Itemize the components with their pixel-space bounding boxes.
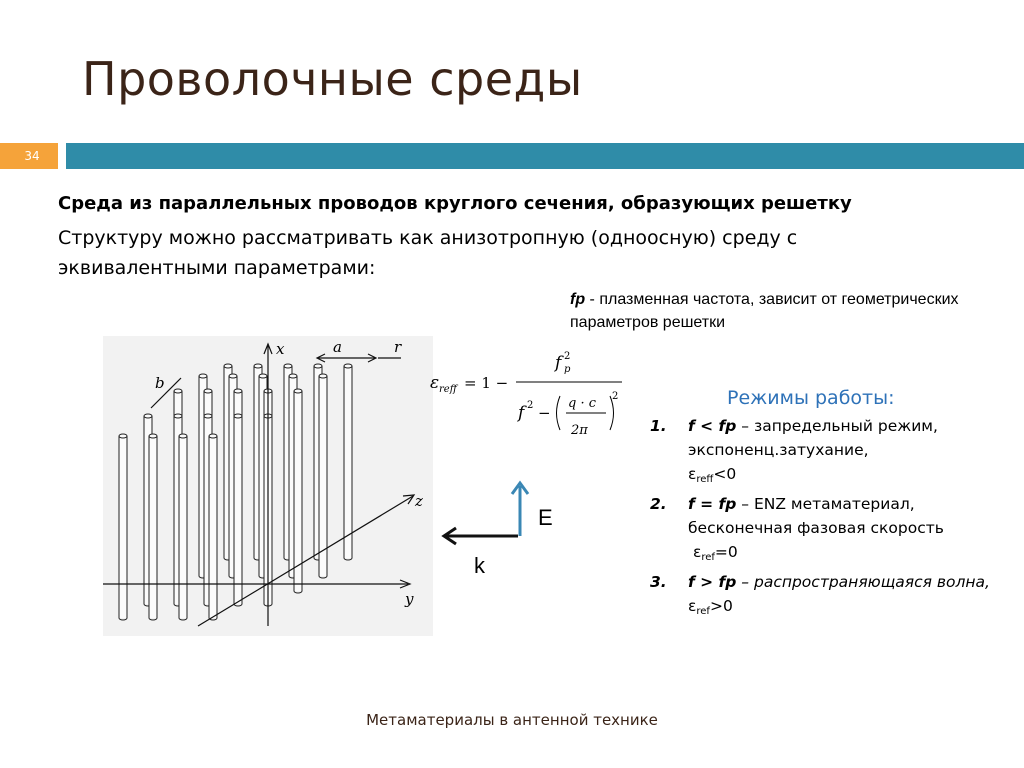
list-item xyxy=(650,570,1020,624)
slide-title: Проволочные среды xyxy=(82,52,583,106)
axis-z-label: z xyxy=(415,492,423,510)
label-b: b xyxy=(155,374,165,392)
formula-num-sub: p xyxy=(564,364,571,375)
formula-den-sup: 2 xyxy=(527,400,534,411)
wire-cylinder xyxy=(319,374,327,578)
wire-cylinder xyxy=(209,434,217,620)
formula-den-q: q · c xyxy=(568,396,596,411)
mode-condition: f > fp xyxy=(688,573,737,591)
axis-y-label: y xyxy=(405,590,414,608)
header-band xyxy=(66,143,1024,169)
label-r: r xyxy=(394,338,402,356)
mode-text: – распространяющаяся волна, xyxy=(736,573,990,591)
mode-text: – запредельный режим, экспоненц.затухание, xyxy=(688,417,938,459)
slide-number-badge xyxy=(0,143,58,169)
label-a: a xyxy=(333,338,342,356)
wire-cylinder xyxy=(149,434,157,620)
mode-eps-rel: =0 xyxy=(714,543,738,561)
mode-eps-sub: ref xyxy=(696,606,710,617)
e-vector-label: E xyxy=(538,505,553,530)
fp-note-text: - плазменная частота, зависит от геометрических параметров решетки xyxy=(570,291,959,331)
mode-eps: ε xyxy=(688,597,697,615)
modes-list xyxy=(650,414,1020,624)
formula-den-2pi: 2π xyxy=(571,423,588,438)
mode-number: 2. xyxy=(650,495,667,513)
wire-cylinder xyxy=(344,364,352,560)
wire-cylinder xyxy=(119,434,127,620)
mode-eps-rel: >0 xyxy=(709,597,733,615)
formula-den-f: f xyxy=(518,403,525,423)
list-item xyxy=(650,414,1020,492)
wire-medium-figure xyxy=(103,336,433,636)
slide-number: 34 xyxy=(24,149,40,163)
mode-condition: f = fp xyxy=(688,495,737,513)
k-vector-label: k xyxy=(474,553,485,578)
axis-x-label: x xyxy=(276,340,285,358)
mode-number: 3. xyxy=(650,573,667,591)
body-text: Структуру можно рассматривать как анизотропную (одноосную) среду с эквивалентными параметрами: xyxy=(58,227,798,279)
modes-title: Режимы работы: xyxy=(727,387,895,409)
wire-cylinder xyxy=(294,389,302,593)
formula-lhs: ε xyxy=(430,373,440,393)
formula-num: f xyxy=(555,353,562,373)
mode-eps: ε xyxy=(692,543,702,561)
mode-eps-rel: <0 xyxy=(713,465,737,483)
permittivity-formula xyxy=(428,344,628,439)
wire-cylinder xyxy=(179,434,187,620)
mode-eps-sub: reff xyxy=(696,474,714,485)
fp-note xyxy=(570,288,970,334)
formula-num-sup: 2 xyxy=(564,351,571,362)
mode-condition: f < fp xyxy=(688,417,737,435)
formula-den-sup2: 2 xyxy=(612,391,619,402)
formula-eq: = 1 − xyxy=(464,374,509,392)
field-vectors xyxy=(436,474,536,554)
formula-lhs-sub: reff xyxy=(439,384,457,395)
list-item xyxy=(650,492,1020,570)
footer-text: Метаматериалы в антенной технике xyxy=(366,711,658,729)
mode-eps-sub: ref xyxy=(701,552,715,563)
mode-number: 1. xyxy=(650,417,667,435)
mode-text: – ENZ метаматериал, бесконечная фазовая скорость xyxy=(688,495,944,537)
wire-cylinder xyxy=(234,414,242,606)
mode-eps: ε xyxy=(688,465,697,483)
fp-symbol: fp xyxy=(570,291,586,308)
formula-den-minus: − xyxy=(538,404,551,422)
heading-bold: Среда из параллельных проводов круглого сечения, образующих решетку xyxy=(58,193,852,214)
